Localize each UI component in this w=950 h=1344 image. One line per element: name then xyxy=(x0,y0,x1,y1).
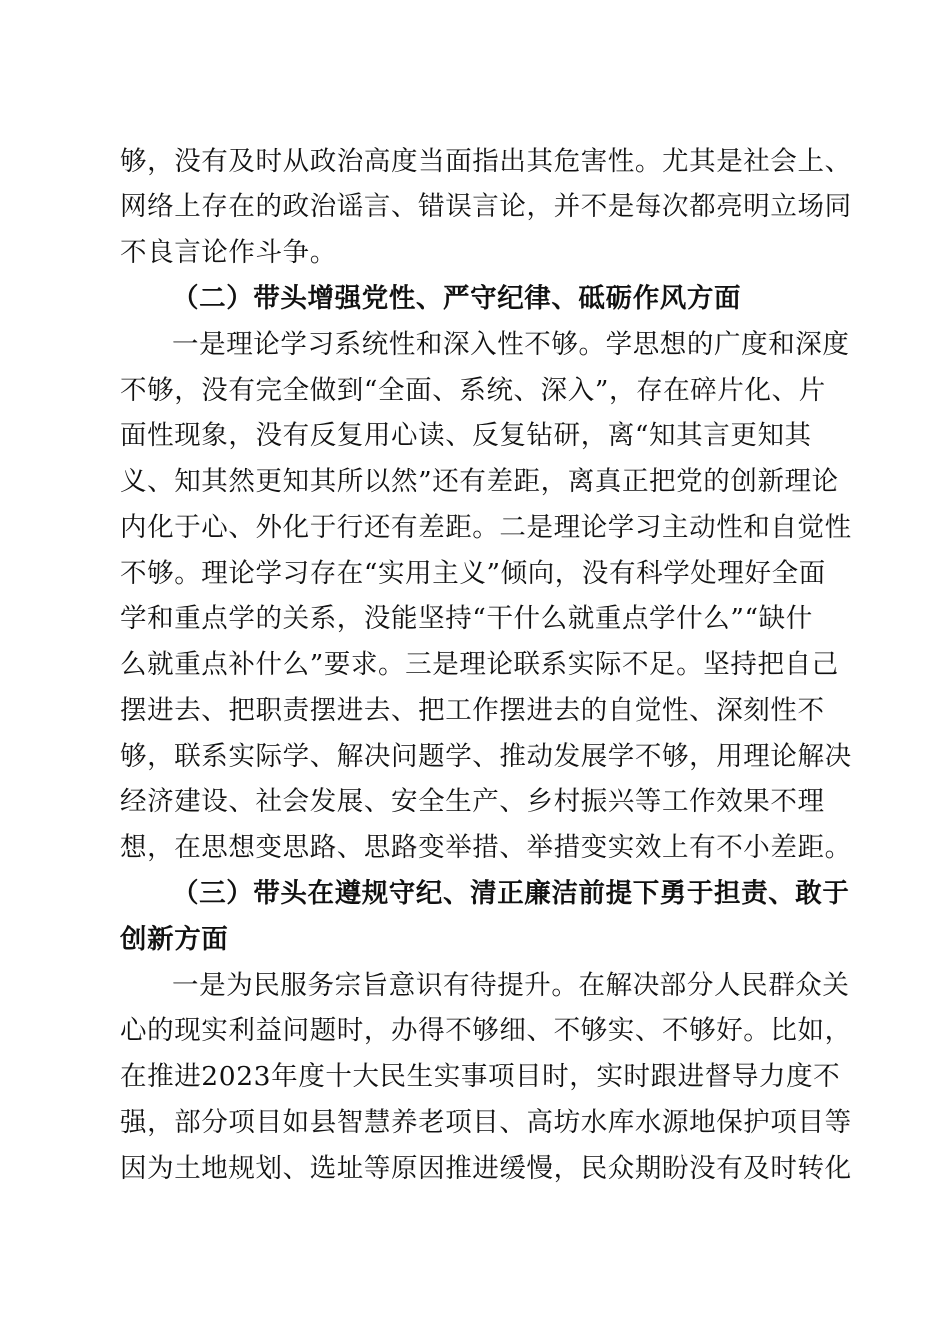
paragraph-line: 强，部分项目如县智慧养老项目、高坊水库水源地保护项目等 xyxy=(120,1107,852,1138)
paragraph-line: 网络上存在的政治谣言、错误言论，并不是每次都亮明立场同 xyxy=(120,191,852,222)
paragraph-line: 一是为民服务宗旨意识有待提升。在解决部分人民群众关 xyxy=(172,970,850,1001)
section-heading-3: （三）带头在遵规守纪、清正廉洁前提下勇于担责、敢于 xyxy=(172,878,850,909)
paragraph-line: 义、知其然更知其所以然”还有差距，离真正把党的创新理论 xyxy=(120,466,839,497)
paragraph-line: 摆进去、把职责摆进去、把工作摆进去的自觉性、深刻性不 xyxy=(120,695,825,726)
section-heading-3-cont: 创新方面 xyxy=(120,924,229,955)
section-heading-2: （二）带头增强党性、严守纪律、砥砺作风方面 xyxy=(172,283,742,314)
paragraph-line: 在推进2023年度十大民生实事项目时，实时跟进督导力度不 xyxy=(120,1061,841,1092)
paragraph-line: 不够。理论学习存在“实用主义”倾向，没有科学处理好全面 xyxy=(120,558,826,589)
paragraph-line: 学和重点学的关系，没能坚持“干什么就重点学什么”“缺什 xyxy=(120,603,813,634)
paragraph-line: 么就重点补什么”要求。三是理论联系实际不足。坚持把自己 xyxy=(120,649,839,680)
paragraph-line: 经济建设、社会发展、安全生产、乡村振兴等工作效果不理 xyxy=(120,786,825,817)
paragraph-line: 够，联系实际学、解决问题学、推动发展学不够，用理论解决 xyxy=(120,741,852,772)
paragraph-line: 内化于心、外化于行还有差距。二是理论学习主动性和自觉性 xyxy=(120,512,852,543)
paragraph-line: 想，在思想变思路、思路变举措、举措变实效上有不小差距。 xyxy=(120,832,852,863)
paragraph-line: 不良言论作斗争。 xyxy=(120,237,337,268)
paragraph-line: 面性现象，没有反复用心读、反复钻研，离“知其言更知其 xyxy=(120,420,812,451)
paragraph-line: 够，没有及时从政治高度当面指出其危害性。尤其是社会上、 xyxy=(120,146,852,177)
paragraph-line: 不够，没有完全做到“全面、系统、深入”，存在碎片化、片 xyxy=(120,375,826,406)
paragraph-line: 心的现实利益问题时，办得不够细、不够实、不够好。比如， xyxy=(120,1015,852,1046)
paragraph-line: 一是理论学习系统性和深入性不够。学思想的广度和深度 xyxy=(172,329,850,360)
paragraph-line: 因为土地规划、选址等原因推进缓慢，民众期盼没有及时转化 xyxy=(120,1153,852,1184)
